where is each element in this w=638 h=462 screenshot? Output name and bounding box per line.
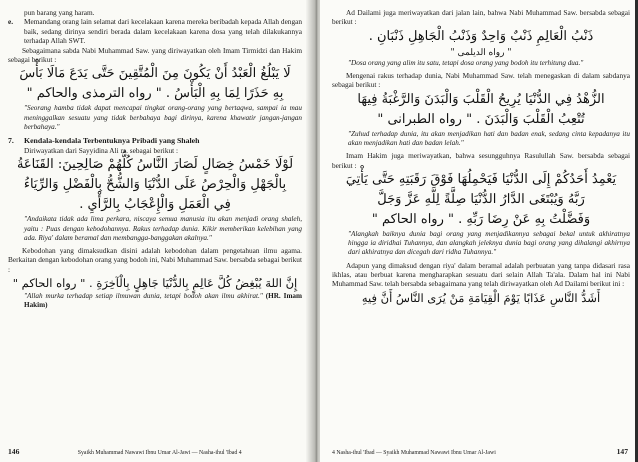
left-translation-2: "Andaikata tidak ada lima perkara, niscaya semua manusia itu akan menjadi orang shaleh, yaitu : Puas dengan kebodohannya. Rakus terhadap dunia. Kikir memberikan kelebihan yang ada. Riya' dalam beramal dan membangga-banggakan akalnya." [24,215,302,242]
page-number: 147 [616,447,628,456]
left-paragraph-3: Kebodohan yang dimaksudkan disini adalah kebodohan dalam pengetahuan ilmu agama. Berkaitan dengan kebodohan orang yang bodoh ini, Nabi Muhammad Saw. bersabda sebagai berikut : [8,246,302,274]
page-number: 146 [8,447,20,456]
arabic-line: الزُّهْدُ فِي الدُّنْيَا يُرِيحُ الْقَلْبَ وَالْبَدَنَ وَالرَّغْبَةُ فِيهَا [357,91,605,107]
right-arabic-hadith-1 [332,27,630,59]
right-arabic-hadith-4 [332,289,630,307]
right-arabic-hadith-2 [332,90,630,130]
arabic-line: وَفَضَّلْتُ بِهِ عَنْ رِضَا رَبِّهِ . " رواه الحاكم " [371,212,591,228]
section-heading-7 [8,136,302,146]
left-arabic-hadith-1 [8,64,302,104]
arabic-line: بِهِ حَذَرًا لِمَا بِهِ الْبَأْسُ . " رواه الترمذى والحاكم " [26,86,284,102]
arabic-line: لَا يَبْلُغُ الْعَبْدُ أَنْ يَكُونَ مِنَ الْمُتَّقِينَ حَتَّى يَدَعَ مَالَا بَأْسَ [19,66,291,82]
arabic-line: أَشَدُّ النَّاسِ عَذَابًا يَوْمَ الْقِيَامَةِ مَنْ يُرَى النَّاسُ أَنَّ فِيهِ [361,290,601,305]
arabic-line: لَوْلَا خَمْسُ خِصَالٍ لَصَارَ النَّاسُ كُلُّهُمْ صَالِحِينَ: القَنَاعَةُ [16,157,294,173]
right-translation-2: "Zuhud terhadap dunia, itu akan menjadikan hati dan badan enak, sedang cinta kepadanya itu akan menjadikan hati dan badan lelah." [348,129,630,148]
left-paragraph-2: Diriwayatkan dari Sayyidina Ali ra. sebagai berikut : [24,146,179,156]
right-paragraph-2: Mengenai rakus terhadap dunia, Nabi Muhammad Saw. telah menegaskan di dalam sabdanya sebagai berikut : [332,71,630,90]
right-paragraph-1: Ad Dailami juga meriwayatkan dari jalan lain, bahwa Nabi Muhammad Saw. bersabda sebagai berikut : [332,8,630,27]
left-top-line: pun barang yang haram. [24,8,95,17]
left-page-footer [8,447,300,456]
right-page [320,0,638,462]
arabic-line: " رواه الديلمى " [450,47,512,58]
arabic-line: يَعْمِدُ أَحَدُكُمْ إِلَى الدُّنْيَا فَيَحْمِلُهَا فَوْقَ رَقَبَتِهِ حَتَّى يَأْتِيَ [345,172,617,188]
left-paragraph-1: Sebagaimana sabda Nabi Muhammad Saw. yang diriwayatkan oleh Imam Tirmidzi dan Hakim sebagai berikut : [8,45,302,65]
running-footer: 4 Nasha-ihul 'Ibad — Syaikh Muhammad Nawawi Ibnu Umar Al-Jawi [332,450,496,456]
left-arabic-hadith-2 [8,155,302,215]
arabic-line: إِنَّ اللهَ يُبْغِضُ كُلَّ عَالِمٍ بِالدُّنْيَا جَاهِلٍ بِالْآخِرَةِ . " رواه الحاكم " [12,276,298,291]
right-paragraph-3: Imam Hakim juga meriwayatkan, bahwa sesungguhnya Rasulullah Saw. bersabda sebagai berikut : [332,151,630,170]
arabic-line: ذَنْبُ الْعَالِمِ ذَنْبٌ وَاحِدٌ وَذَنْبُ الْجَاهِلِ ذَنْبَانِ . [368,28,594,44]
right-translation-3: "Alangkah baiknya dunia bagi orang yang menjadikannya sebagai bekal untuk akhiratnya hingga ia diridhai Tuhannya, dan alangkah jeleknya dunia bagi orang yang dihalangi akhirnya dari akhiratnya dan dicegah dari ridha Tuhannya." [348,230,630,257]
list-item-e [8,17,302,45]
translation-text: "Allah murka terhadap setiap ilmuwan dunia, tetapi bodoh akan ilmu akhirat." [24,292,263,301]
section-number: 7. [8,136,14,146]
right-page-footer [332,447,628,456]
left-arabic-hadith-3 [8,274,302,292]
running-footer: Syaikh Muhammad Nawawi Ibnu Umar Al-Jawi — Nasha-ihul 'Ibad 4 [77,450,242,456]
left-translation-3 [8,292,302,310]
section-title: Kendala-kendala Terbentuknya Pribadi yang Shaleh [24,136,200,146]
arabic-line: بِالْجَهْلِ وَالْحِرْصُ عَلَى الدُّنْيَا وَالشُّحُّ بِالْفَضْلِ وَالرِّيَاءُ [23,177,287,193]
left-page [0,0,312,462]
arabic-line: تُتْعِبُ الْقَلْبَ وَالْبَدَنَ . " رواه الطبرانى " [377,111,585,127]
right-translation-1: "Dosa orang yang alim itu satu, tetapi dosa orang yang bodoh itu terhitung dua." [348,58,584,67]
list-item-e-text: Memandang orang lain selamat dari kecelakaan karena mereka beribadah kepada Allah dengan baik, sedang dirinya sendiri berada dalam kecelakaan karena dosa yang telah dilakukannya terhadap Allah SWT. [24,17,302,46]
list-item-e-label: e. [8,17,14,27]
hadith-source: (HR. Imam Hakim) [24,292,303,310]
arabic-line: فِي الْعَمَلِ وَالْإِعْجَابُ بِالرَّأْيِ . [79,197,231,213]
arabic-line: رَبَّهُ وَيُبْتَغَى الدَّارُ الدُّنْيَا صِلَّةً لِلَّهِ عَزَّ وَجَلَّ [377,192,585,208]
right-paragraph-4: Adapun yang dimaksud dengan riya' dalam beramal adalah perbuatan yang tanpa didasari rasa ikhlas, atau berbuat karena mengharapkan sesuatu dari selain Allah Ta'ala. Dalam hal ini Nabi Muhammad Saw. telah bersabda sebagaimana yang telah diriwayatkan oleh Ad Dailami berikut ini : [332,260,630,289]
right-arabic-hadith-3 [332,170,630,230]
left-translation-1: "Seorang hamba tidak dapat mencapai tingkat orang-orang yang bertaqwa, sampai ia mau meninggalkan sesuatu yang tidak berbahaya bagi dirinya, karena khawatir jangan-jangan berbahaya." [24,104,302,131]
